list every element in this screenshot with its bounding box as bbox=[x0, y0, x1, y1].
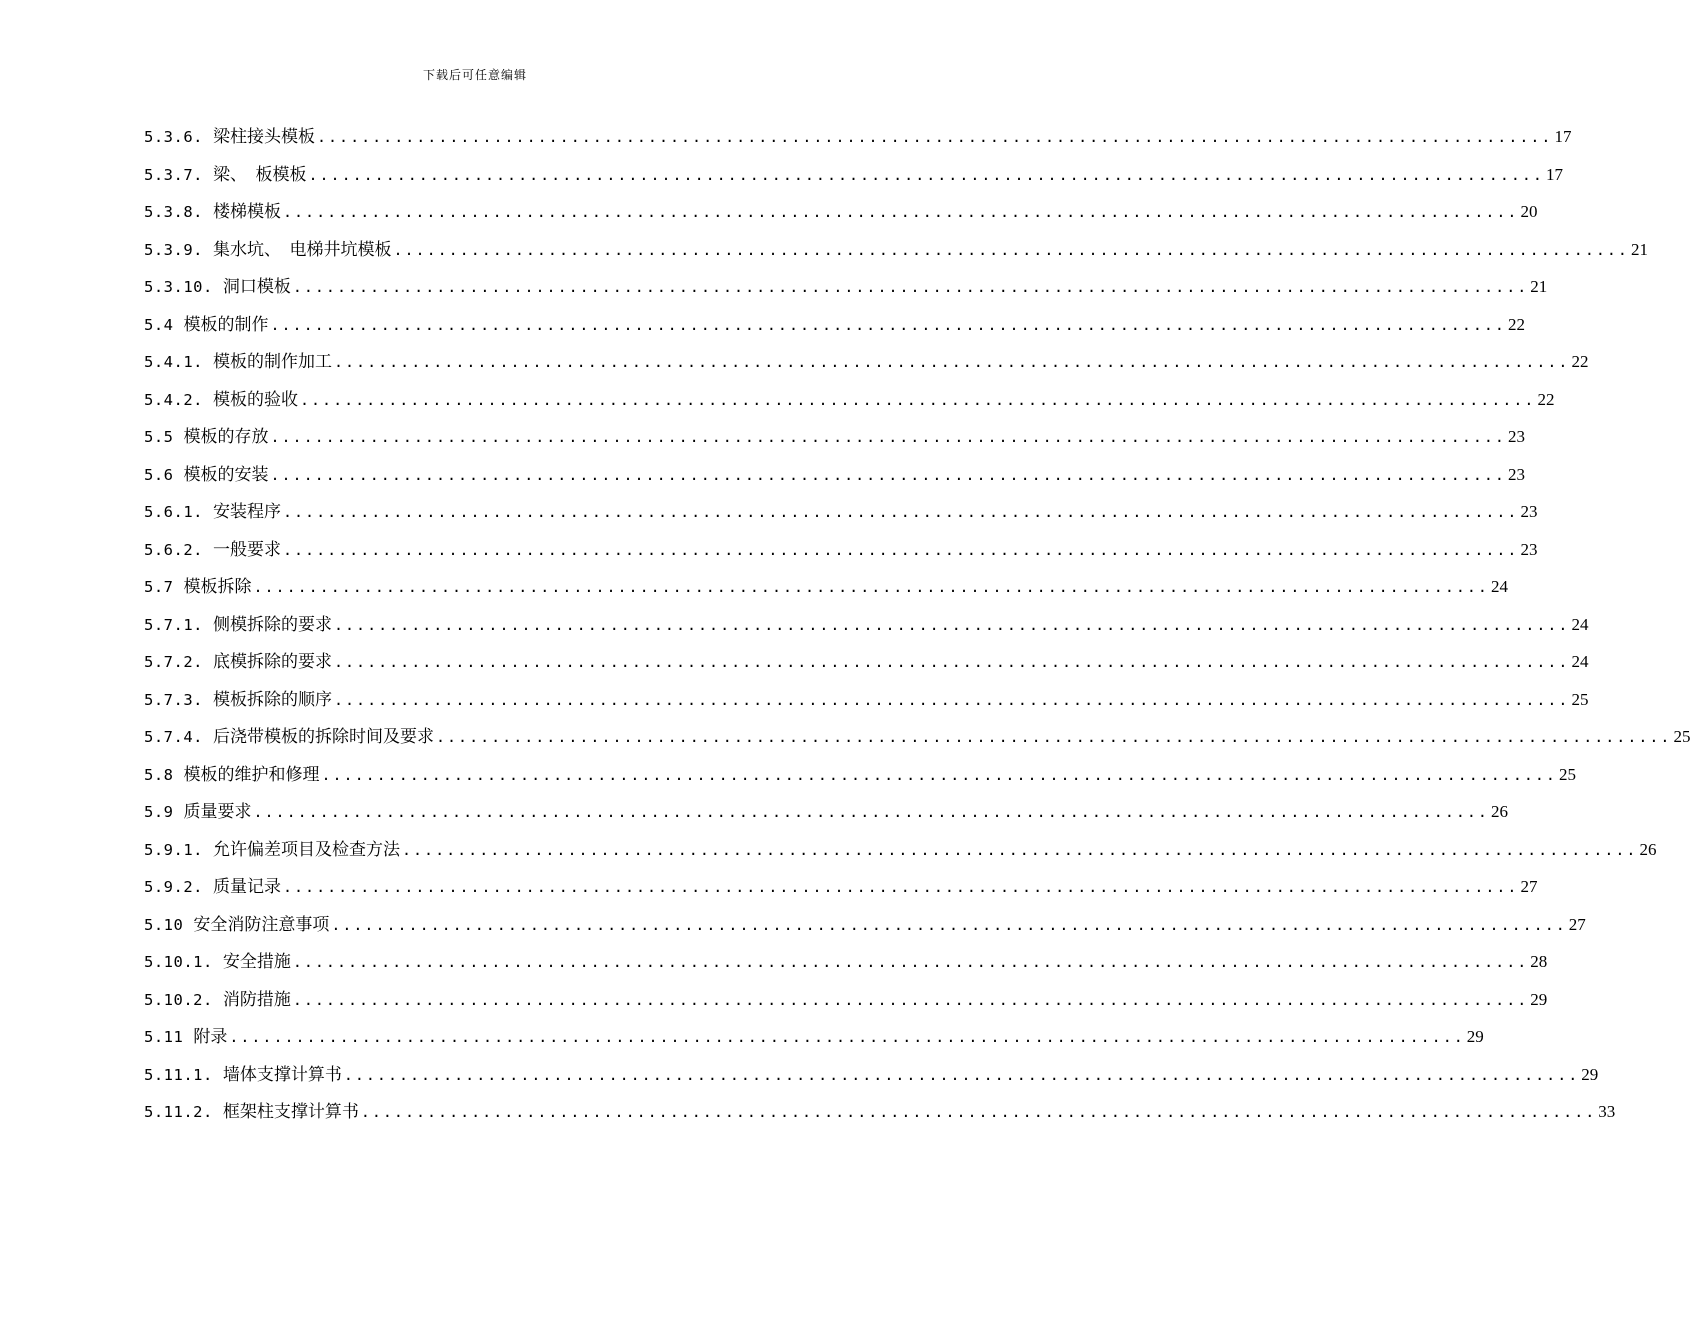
table-of-contents bbox=[144, 122, 1690, 1135]
toc-entry-title: 楼梯模板 bbox=[213, 202, 281, 222]
toc-dot-leader: ................................................................................................................ bbox=[292, 990, 1529, 1009]
toc-entry-page: 23 bbox=[1507, 464, 1525, 484]
toc-dot-leader: ................................................................................................................ bbox=[334, 690, 1570, 709]
toc-dot-leader: ................................................................................................................ bbox=[253, 578, 1489, 596]
toc-entry-number: 5.7.2. bbox=[144, 653, 203, 671]
toc-dot-leader: ................................................................................................................ bbox=[334, 615, 1570, 634]
toc-dot-leader: ................................................................................................................ bbox=[308, 165, 1544, 184]
toc-entry-page: 21 bbox=[1630, 239, 1648, 259]
toc-entry-page: 23 bbox=[1507, 427, 1525, 446]
toc-entry-number: 5.10.1. bbox=[144, 953, 213, 971]
toc-entry-title: 允许偏差项目及检查方法 bbox=[213, 839, 400, 860]
toc-entry-title: 模板的验收 bbox=[213, 389, 298, 410]
toc-entry-page: 24 bbox=[1571, 614, 1589, 634]
toc-dot-leader: ................................................................................................................ bbox=[283, 503, 1519, 521]
toc-entry-page: 28 bbox=[1530, 952, 1548, 971]
toc-entry[interactable] bbox=[144, 535, 1538, 573]
toc-entry-title: 梁柱接头模板 bbox=[213, 127, 315, 147]
toc-dot-leader: ................................................................................................................ bbox=[343, 1065, 1580, 1084]
toc-entry-title: 模板拆除 bbox=[183, 577, 252, 597]
toc-entry[interactable] bbox=[144, 797, 1508, 835]
toc-entry[interactable] bbox=[144, 497, 1538, 535]
toc-entry[interactable] bbox=[144, 460, 1525, 498]
toc-entry[interactable] bbox=[144, 610, 1589, 648]
toc-entry-number: 5.9.2. bbox=[144, 878, 203, 896]
toc-entry-number: 5.7.4. bbox=[144, 728, 203, 746]
toc-entry-page: 20 bbox=[1520, 202, 1538, 221]
toc-entry-page: 29 bbox=[1530, 989, 1548, 1009]
toc-entry-title: 质量记录 bbox=[213, 877, 281, 897]
toc-dot-leader: ................................................................................................................ bbox=[321, 765, 1557, 784]
toc-entry[interactable] bbox=[144, 422, 1525, 460]
toc-entry-page: 26 bbox=[1490, 802, 1508, 821]
toc-entry-title: 安全措施 bbox=[222, 952, 291, 972]
toc-dot-leader: ................................................................................................................ bbox=[283, 540, 1519, 559]
toc-entry[interactable] bbox=[144, 985, 1548, 1023]
toc-entry-page: 25 bbox=[1571, 689, 1589, 709]
toc-dot-leader: ................................................................................................................ bbox=[360, 1103, 1597, 1121]
toc-entry-number: 5.6.2. bbox=[144, 540, 203, 559]
toc-entry-page: 22 bbox=[1537, 389, 1555, 409]
toc-entry-title: 模板的安装 bbox=[183, 464, 269, 485]
toc-entry-title: 后浇带模板的拆除时间及要求 bbox=[213, 727, 434, 747]
toc-entry[interactable] bbox=[144, 1022, 1484, 1060]
toc-entry-number: 5.4.2. bbox=[144, 390, 203, 409]
toc-entry-number: 5.3.7. bbox=[144, 165, 203, 184]
toc-entry-title: 模板的维护和修理 bbox=[183, 764, 320, 785]
toc-entry[interactable] bbox=[144, 722, 1690, 760]
toc-entry-title: 模板的制作 bbox=[183, 314, 269, 335]
toc-entry-page: 29 bbox=[1466, 1027, 1484, 1046]
toc-entry-number: 5.4 bbox=[144, 315, 174, 334]
toc-dot-leader: ................................................................................................................ bbox=[334, 353, 1570, 371]
toc-entry[interactable] bbox=[144, 872, 1538, 910]
toc-entry-title: 底模拆除的要求 bbox=[213, 652, 332, 672]
toc-entry-page: 25 bbox=[1673, 727, 1690, 746]
toc-entry-title: 模板的存放 bbox=[183, 427, 269, 447]
toc-entry-number: 5.7.1. bbox=[144, 615, 203, 634]
toc-entry-title: 侧模拆除的要求 bbox=[213, 614, 332, 635]
toc-entry-title: 洞口模板 bbox=[222, 277, 291, 297]
toc-entry[interactable] bbox=[144, 647, 1589, 685]
toc-entry-title: 质量要求 bbox=[183, 802, 252, 822]
toc-entry-page: 33 bbox=[1598, 1102, 1616, 1121]
toc-entry[interactable] bbox=[144, 235, 1648, 273]
toc-dot-leader: ................................................................................................................ bbox=[436, 728, 1672, 746]
toc-entry-title: 安全消防注意事项 bbox=[193, 914, 330, 935]
toc-entry-number: 5.11 bbox=[144, 1028, 184, 1046]
toc-entry-title: 附录 bbox=[193, 1027, 228, 1047]
toc-entry-number: 5.5 bbox=[144, 428, 174, 446]
toc-dot-leader: ................................................................................................................ bbox=[292, 278, 1529, 296]
toc-entry-number: 5.6.1. bbox=[144, 503, 203, 521]
toc-entry-number: 5.10.2. bbox=[144, 990, 213, 1009]
toc-entry-page: 27 bbox=[1520, 877, 1538, 896]
toc-entry-page: 23 bbox=[1520, 539, 1538, 559]
toc-entry-number: 5.11.1. bbox=[144, 1065, 213, 1084]
toc-entry[interactable] bbox=[144, 160, 1563, 198]
toc-entry-title: 模板的制作加工 bbox=[213, 352, 332, 372]
toc-entry-title: 框架柱支撑计算书 bbox=[222, 1102, 359, 1122]
toc-entry-page: 17 bbox=[1545, 164, 1563, 184]
toc-entry-number: 5.8 bbox=[144, 765, 174, 784]
toc-dot-leader: ................................................................................................................ bbox=[393, 240, 1629, 259]
toc-entry-title: 一般要求 bbox=[213, 539, 281, 560]
toc-entry-number: 5.7 bbox=[144, 578, 174, 596]
toc-entry-page: 29 bbox=[1581, 1064, 1599, 1084]
toc-entry-number: 5.3.8. bbox=[144, 203, 203, 221]
toc-entry-number: 5.6 bbox=[144, 465, 174, 484]
toc-entry-title: 模板拆除的顺序 bbox=[213, 689, 332, 710]
toc-entry[interactable] bbox=[144, 347, 1589, 385]
toc-entry[interactable] bbox=[144, 1097, 1616, 1135]
toc-dot-leader: ................................................................................................................ bbox=[292, 953, 1529, 971]
toc-entry-page: 21 bbox=[1530, 277, 1548, 296]
toc-entry-number: 5.9.1. bbox=[144, 840, 203, 859]
toc-dot-leader: ................................................................................................................ bbox=[253, 803, 1489, 821]
toc-entry[interactable] bbox=[144, 122, 1572, 160]
toc-dot-leader: ................................................................................................................ bbox=[229, 1028, 1465, 1046]
toc-entry-title: 安装程序 bbox=[213, 502, 281, 522]
toc-dot-leader: ................................................................................................................ bbox=[331, 915, 1567, 934]
toc-entry-number: 5.7.3. bbox=[144, 690, 203, 709]
toc-entry[interactable] bbox=[144, 197, 1538, 235]
toc-dot-leader: ................................................................................................................ bbox=[300, 390, 1536, 409]
toc-entry[interactable] bbox=[144, 272, 1548, 310]
toc-dot-leader: ................................................................................................................ bbox=[270, 428, 1506, 446]
toc-entry-page: 22 bbox=[1571, 352, 1589, 371]
toc-entry-number: 5.3.6. bbox=[144, 128, 203, 146]
toc-entry[interactable] bbox=[144, 385, 1555, 423]
toc-entry-page: 24 bbox=[1490, 577, 1508, 596]
toc-dot-leader: ................................................................................................................ bbox=[270, 465, 1506, 484]
toc-dot-leader: ................................................................................................................ bbox=[402, 840, 1638, 859]
toc-entry-title: 墙体支撑计算书 bbox=[222, 1064, 342, 1085]
toc-entry-page: 26 bbox=[1639, 839, 1657, 859]
toc-entry-title: 消防措施 bbox=[222, 989, 291, 1010]
toc-dot-leader: ................................................................................................................ bbox=[317, 128, 1553, 146]
toc-entry-page: 24 bbox=[1571, 652, 1589, 671]
toc-entry[interactable] bbox=[144, 947, 1548, 985]
toc-dot-leader: ................................................................................................................ bbox=[270, 315, 1506, 334]
toc-entry-number: 5.3.10. bbox=[144, 278, 213, 296]
toc-entry-number: 5.3.9. bbox=[144, 240, 203, 259]
toc-entry[interactable] bbox=[144, 310, 1525, 348]
toc-entry-number: 5.4.1. bbox=[144, 353, 203, 371]
toc-entry[interactable] bbox=[144, 835, 1657, 873]
toc-entry-page: 27 bbox=[1568, 914, 1586, 934]
toc-entry[interactable] bbox=[144, 760, 1576, 798]
toc-entry-number: 5.9 bbox=[144, 803, 174, 821]
toc-entry[interactable] bbox=[144, 910, 1586, 948]
toc-dot-leader: ................................................................................................................ bbox=[283, 878, 1519, 896]
page-header: 下载后可任意编辑 bbox=[422, 68, 527, 82]
toc-entry-number: 5.11.2. bbox=[144, 1103, 213, 1121]
toc-dot-leader: ................................................................................................................ bbox=[334, 653, 1570, 671]
toc-entry[interactable] bbox=[144, 685, 1589, 723]
toc-entry[interactable] bbox=[144, 572, 1508, 610]
toc-entry-page: 25 bbox=[1558, 764, 1576, 784]
toc-entry-title: 集水坑、 电梯井坑模板 bbox=[213, 239, 392, 260]
toc-entry-page: 23 bbox=[1520, 502, 1538, 521]
toc-entry-page: 17 bbox=[1554, 127, 1572, 146]
toc-entry[interactable] bbox=[144, 1060, 1599, 1098]
toc-entry-title: 梁、 板模板 bbox=[213, 164, 307, 185]
toc-dot-leader: ................................................................................................................ bbox=[283, 203, 1519, 221]
toc-entry-page: 22 bbox=[1507, 314, 1525, 334]
toc-entry-number: 5.10 bbox=[144, 915, 184, 934]
